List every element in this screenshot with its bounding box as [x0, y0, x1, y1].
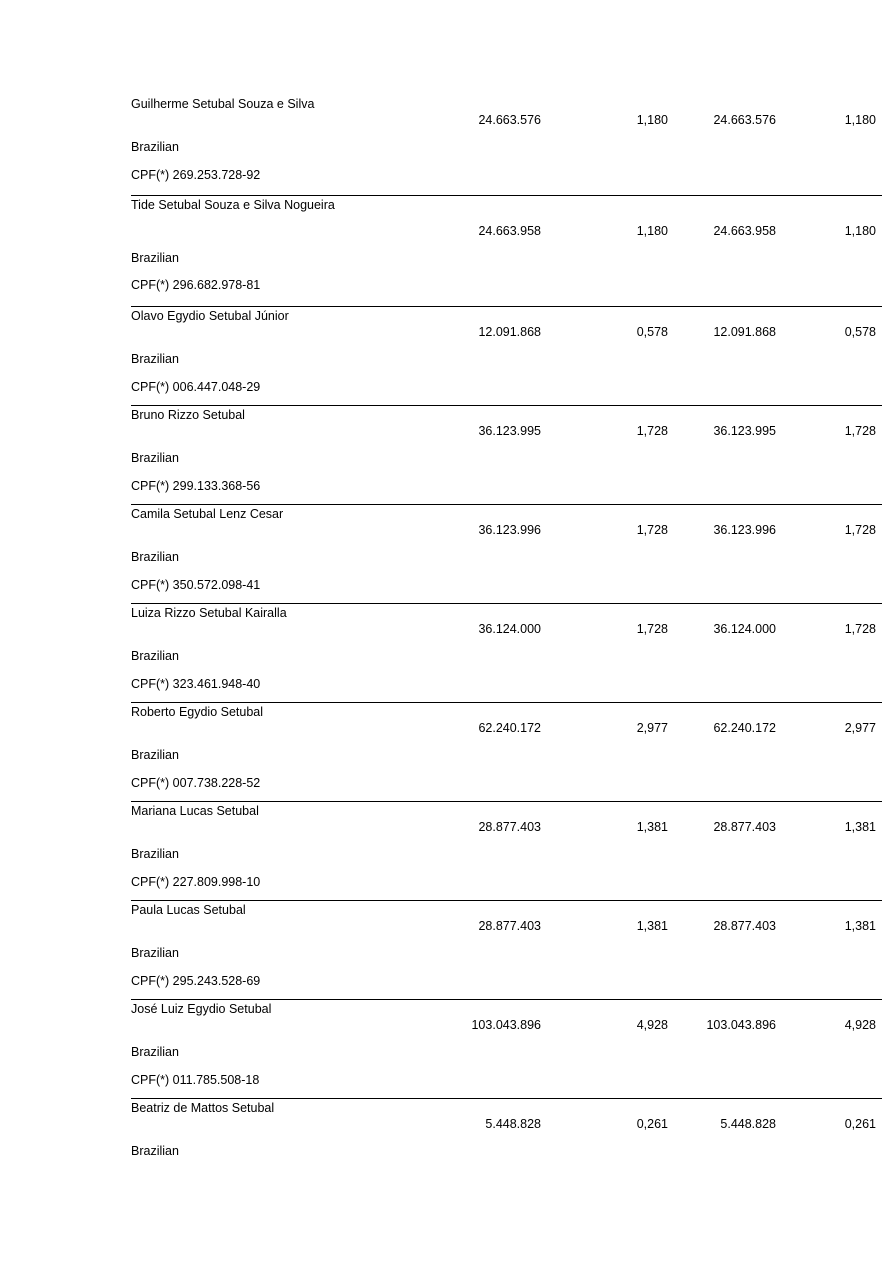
table-row — [131, 196, 882, 307]
shares-value-2: 36.124.000 — [713, 622, 776, 636]
shares-value-1: 5.448.828 — [485, 1117, 541, 1131]
shares-value-2: 36.123.996 — [713, 523, 776, 537]
shares-percent-1: 2,977 — [636, 721, 668, 735]
shares-percent-1: 1,381 — [636, 820, 668, 834]
shares-percent-2: 1,381 — [844, 919, 876, 933]
shares-value-1: 28.877.403 — [478, 919, 541, 933]
table-row — [131, 1000, 882, 1099]
shares-value-2: 24.663.958 — [713, 224, 776, 238]
shareholder-name: Camila Setubal Lenz Cesar — [131, 507, 284, 521]
shares-percent-2: 1,381 — [844, 820, 876, 834]
shareholder-name: Luiza Rizzo Setubal Kairalla — [131, 606, 287, 620]
shareholder-name: Bruno Rizzo Setubal — [131, 408, 245, 422]
shares-value-1: 24.663.576 — [478, 113, 541, 127]
shares-percent-2: 1,728 — [844, 523, 876, 537]
shareholder-nationality: Brazilian — [131, 451, 179, 465]
shares-percent-1: 0,578 — [636, 325, 668, 339]
shares-percent-2: 2,977 — [844, 721, 876, 735]
shares-value-2: 28.877.403 — [713, 919, 776, 933]
shareholder-cpf: CPF(*) 007.738.228-52 — [131, 776, 261, 790]
shareholder-cpf: CPF(*) 227.809.998-10 — [131, 875, 261, 889]
shares-percent-1: 1,728 — [636, 424, 668, 438]
shareholder-nationality: Brazilian — [131, 649, 179, 663]
shares-value-2: 103.043.896 — [706, 1018, 776, 1032]
shareholder-cpf: CPF(*) 299.133.368-56 — [131, 479, 261, 493]
shareholder-nationality: Brazilian — [131, 550, 179, 564]
shares-percent-2: 0,578 — [844, 325, 876, 339]
shareholder-nationality: Brazilian — [131, 748, 179, 762]
shareholder-name: Mariana Lucas Setubal — [131, 804, 259, 818]
shares-value-1: 36.123.996 — [478, 523, 541, 537]
shareholder-cpf: CPF(*) 011.785.508-18 — [131, 1073, 260, 1087]
shares-value-1: 62.240.172 — [478, 721, 541, 735]
shares-value-1: 12.091.868 — [478, 325, 541, 339]
table-row — [131, 703, 882, 802]
table-row — [131, 901, 882, 1000]
shareholder-cpf: CPF(*) 006.447.048-29 — [131, 380, 261, 394]
shares-value-1: 24.663.958 — [478, 224, 541, 238]
shareholders-table — [131, 95, 882, 1169]
shareholder-nationality: Brazilian — [131, 946, 179, 960]
shares-value-2: 28.877.403 — [713, 820, 776, 834]
shareholder-nationality: Brazilian — [131, 1144, 179, 1158]
shares-percent-2: 1,728 — [844, 622, 876, 636]
shares-percent-2: 1,180 — [844, 113, 876, 127]
shareholder-nationality: Brazilian — [131, 847, 179, 861]
shareholder-name: José Luiz Egydio Setubal — [131, 1002, 272, 1016]
shares-percent-2: 1,728 — [844, 424, 876, 438]
table-row — [131, 95, 882, 196]
shares-percent-1: 1,180 — [636, 224, 668, 238]
shareholder-nationality: Brazilian — [131, 352, 179, 366]
shareholder-nationality: Brazilian — [131, 251, 179, 265]
shareholder-cpf: CPF(*) 323.461.948-40 — [131, 677, 261, 691]
shares-percent-1: 1,728 — [636, 523, 668, 537]
shareholder-name: Roberto Egydio Setubal — [131, 705, 264, 719]
shares-value-1: 36.123.995 — [478, 424, 541, 438]
shares-value-2: 12.091.868 — [713, 325, 776, 339]
shareholder-name: Paula Lucas Setubal — [131, 903, 246, 917]
shares-percent-2: 4,928 — [844, 1018, 876, 1032]
shares-value-2: 5.448.828 — [720, 1117, 776, 1131]
table-row — [131, 307, 882, 406]
shares-percent-2: 0,261 — [844, 1117, 876, 1131]
shareholder-nationality: Brazilian — [131, 1045, 179, 1059]
shareholder-cpf: CPF(*) 269.253.728-92 — [131, 168, 261, 182]
shareholder-name: Olavo Egydio Setubal Júnior — [131, 309, 289, 323]
table-row — [131, 802, 882, 901]
shareholder-cpf: CPF(*) 296.682.978-81 — [131, 278, 261, 292]
shares-value-1: 103.043.896 — [471, 1018, 541, 1032]
shares-percent-1: 1,381 — [636, 919, 668, 933]
shares-value-1: 36.124.000 — [478, 622, 541, 636]
shares-percent-2: 1,180 — [844, 224, 876, 238]
shareholder-cpf: CPF(*) 295.243.528-69 — [131, 974, 261, 988]
shares-percent-1: 1,728 — [636, 622, 668, 636]
shares-value-2: 24.663.576 — [713, 113, 776, 127]
shareholder-cpf: CPF(*) 350.572.098-41 — [131, 578, 261, 592]
shares-percent-1: 4,928 — [636, 1018, 668, 1032]
shares-value-2: 62.240.172 — [713, 721, 776, 735]
table-row — [131, 1099, 882, 1169]
shareholder-nationality: Brazilian — [131, 140, 179, 154]
table-row — [131, 406, 882, 505]
shares-value-2: 36.123.995 — [713, 424, 776, 438]
shareholder-name: Tide Setubal Souza e Silva Nogueira — [131, 198, 335, 212]
shareholder-name: Beatriz de Mattos Setubal — [131, 1101, 275, 1115]
table-row — [131, 505, 882, 604]
shares-percent-1: 0,261 — [636, 1117, 668, 1131]
shares-percent-1: 1,180 — [636, 113, 668, 127]
table-row — [131, 604, 882, 703]
shareholder-name: Guilherme Setubal Souza e Silva — [131, 97, 315, 111]
shares-value-1: 28.877.403 — [478, 820, 541, 834]
